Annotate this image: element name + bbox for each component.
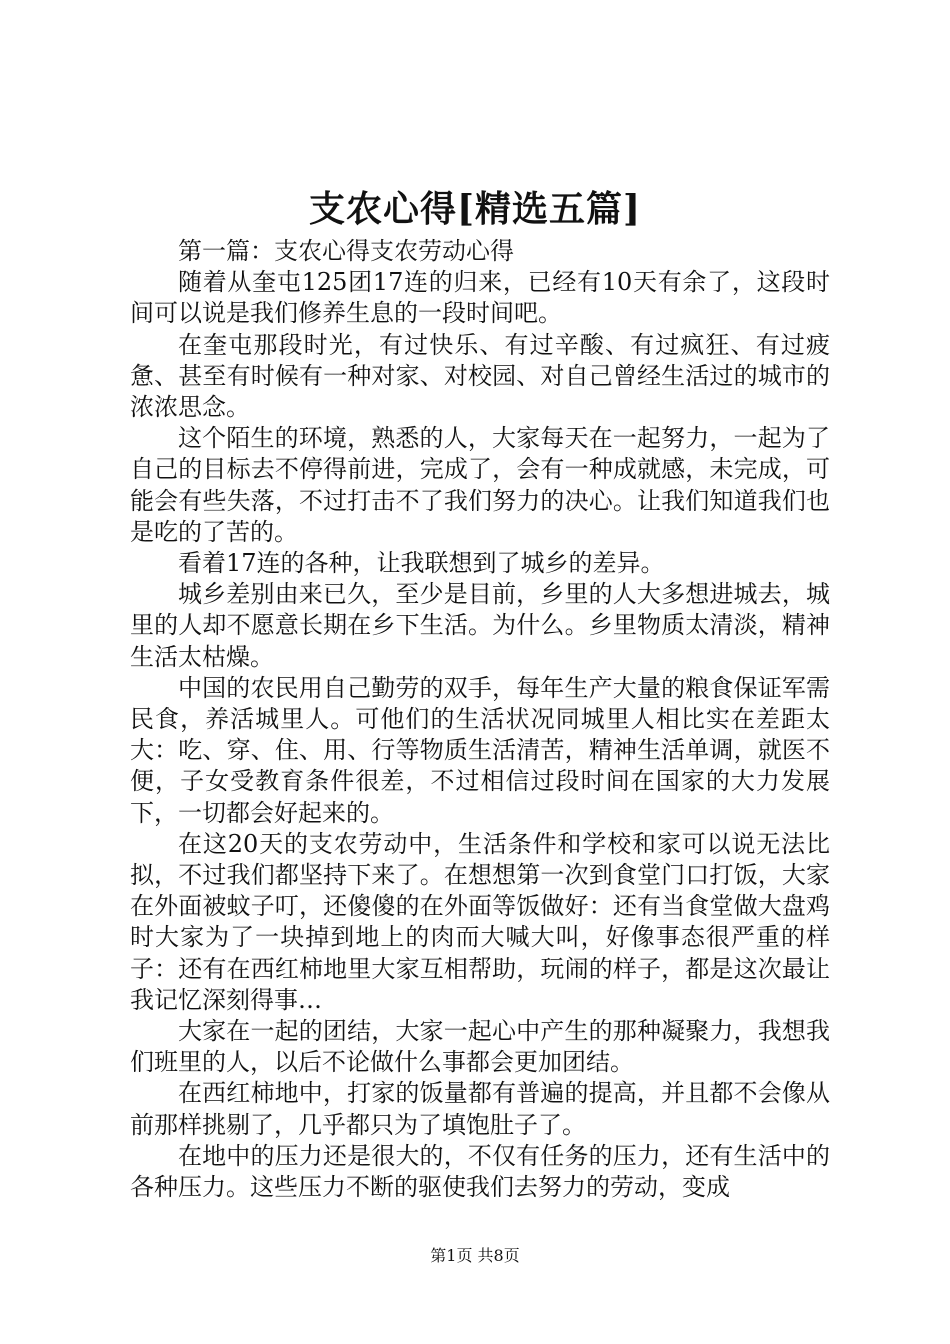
paragraph: 在奎屯那段时光，有过快乐、有过辛酸、有过疯狂、有过疲惫、甚至有时候有一种对家、对校园、对自己曾经生活过的城市的浓浓思念。 [130, 330, 830, 422]
paragraph: 随着从奎屯125团17连的归来，已经有10天有余了，这段时间可以说是我们修养生息的一段时间吧。 [130, 268, 830, 328]
paragraph: 看着17连的各种，让我联想到了城乡的差异。 [178, 549, 665, 578]
paragraph: 这个陌生的环境，熟悉的人，大家每天在一起努力，一起为了自己的目标去不停得前进，完成了，会有一种成就感，未完成，可能会有些失落，不过打击不了我们努力的决心。让我们知道我们也是吃的了苦的。 [130, 424, 830, 546]
paragraph: 城乡差别由来已久，至少是目前，乡里的人大多想进城去，城里的人却不愿意长期在乡下生活。为什么。乡里物质太清淡，精神生活太枯燥。 [130, 580, 830, 671]
paragraph: 大家在一起的团结，大家一起心中产生的那种凝聚力，我想我们班里的人，以后不论做什么事都会更加团结。 [130, 1017, 830, 1077]
paragraph: 在地中的压力还是很大的，不仅有任务的压力，还有生活中的各种压力。这些压力不断的驱使我们去努力的劳动，变成 [130, 1141, 830, 1202]
paragraph: 在这20天的支农劳动中，生活条件和学校和家可以说无法比拟，不过我们都坚持下来了。在想想第一次到食堂门口打饭，大家在外面被蚊子叮，还傻傻的在外面等饭做好：还有当食堂做大盘鸡时大家为了一块掉到地上的肉而大喊大叫，好像事态很严重的样子：还有在西红柿地里大家互相帮助，玩闹的样子，都是这次最让我记忆深刻得事… [130, 829, 830, 1014]
section-heading: 第一篇：支农心得支农劳动心得 [178, 237, 514, 265]
paragraph: 中国的农民用自己勤劳的双手，每年生产大量的粮食保证军需民食，养活城里人。可他们的生活状况同城里人相比实在差距太大：吃、穿、住、用、行等物质生活清苦，精神生活单调，就医不便，子女受教育条件很差，不过相信过段时间在国家的大力发展下，一切都会好起来的。 [130, 673, 830, 827]
document-title: 支农心得[精选五篇] [308, 188, 642, 230]
page-number: 第1页 共8页 [430, 1246, 520, 1265]
paragraph: 在西红柿地中，打家的饭量都有普遍的提高，并且都不会像从前那样挑剔了，几乎都只为了填饱肚子了。 [130, 1079, 830, 1139]
document-body [130, 236, 830, 1203]
